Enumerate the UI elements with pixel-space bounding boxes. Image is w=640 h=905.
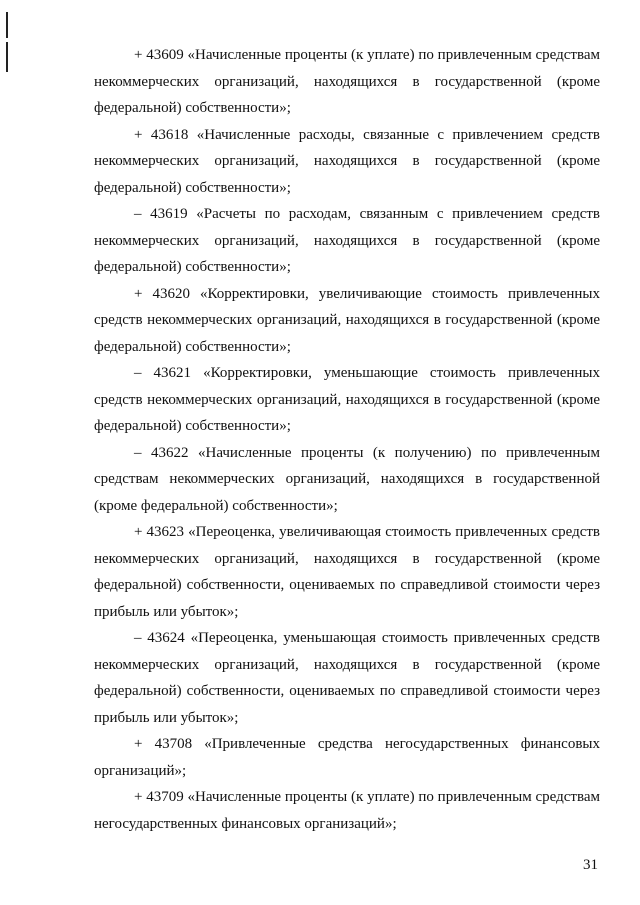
account-entry-43620 bbox=[94, 281, 600, 361]
entry-first-line: + 43709 «Начисленные проценты (к уплате) по привлеченным средствам bbox=[134, 789, 600, 805]
entry-first-line: + 43623 «Переоценка, увеличивающая стоимость привлеченных средств bbox=[134, 524, 600, 540]
entry-continuation: средств некоммерческих организаций, находящихся в государственной (кроме федеральной) собственности»; bbox=[94, 391, 600, 434]
account-entry-43621 bbox=[94, 360, 600, 440]
entry-continuation: средствам некоммерческих организаций, находящихся в государственной (кроме федеральной) собственности»; bbox=[94, 471, 600, 514]
entry-continuation: некоммерческих организаций, находящихся в государственной (кроме федеральной) собственности, оцениваемых по справедливой стоимости через прибыль или убыток»; bbox=[94, 550, 600, 620]
entry-first-line: – 43624 «Переоценка, уменьшающая стоимость привлеченных средств bbox=[134, 630, 600, 646]
document-body bbox=[94, 42, 600, 837]
account-entry-43709 bbox=[94, 784, 600, 837]
entry-first-line: + 43618 «Начисленные расходы, связанные с привлечением средств bbox=[134, 126, 600, 143]
entry-continuation: средств некоммерческих организаций, находящихся в государственной (кроме федеральной) собственности»; bbox=[94, 312, 600, 355]
entry-first-line: + 43708 «Привлеченные средства негосударственных финансовых bbox=[134, 736, 600, 752]
entry-continuation: некоммерческих организаций, находящихся в государственной (кроме федеральной) собственности»; bbox=[94, 73, 600, 116]
account-entry-43618 bbox=[94, 122, 600, 202]
account-entry-43623 bbox=[94, 519, 600, 625]
margin-mark bbox=[6, 42, 8, 72]
entry-continuation: негосударственных финансовых организаций»; bbox=[94, 815, 397, 832]
margin-mark bbox=[6, 12, 8, 38]
account-entry-43619 bbox=[94, 201, 600, 281]
entry-first-line: – 43621 «Корректировки, уменьшающие стоимость привлеченных bbox=[134, 365, 600, 381]
account-entry-43708 bbox=[94, 731, 600, 784]
entry-continuation: некоммерческих организаций, находящихся в государственной (кроме федеральной) собственности, оцениваемых по справедливой стоимости через прибыль или убыток»; bbox=[94, 656, 600, 726]
entry-first-line: + 43620 «Корректировки, увеличивающие стоимость привлеченных bbox=[134, 285, 600, 302]
account-entry-43622 bbox=[94, 440, 600, 520]
entry-continuation: некоммерческих организаций, находящихся в государственной (кроме федеральной) собственности»; bbox=[94, 153, 600, 196]
page-number: 31 bbox=[583, 857, 598, 873]
account-entry-43624 bbox=[94, 625, 600, 731]
entry-first-line: + 43609 «Начисленные проценты (к уплате) по привлеченным средствам bbox=[134, 47, 600, 63]
entry-continuation: организаций»; bbox=[94, 762, 187, 779]
entry-first-line: – 43619 «Расчеты по расходам, связанным с привлечением средств bbox=[134, 206, 600, 222]
account-entry-43609 bbox=[94, 42, 600, 122]
entry-continuation: некоммерческих организаций, находящихся в государственной (кроме федеральной) собственности»; bbox=[94, 232, 600, 275]
entry-first-line: – 43622 «Начисленные проценты (к получению) по привлеченным bbox=[134, 444, 600, 461]
